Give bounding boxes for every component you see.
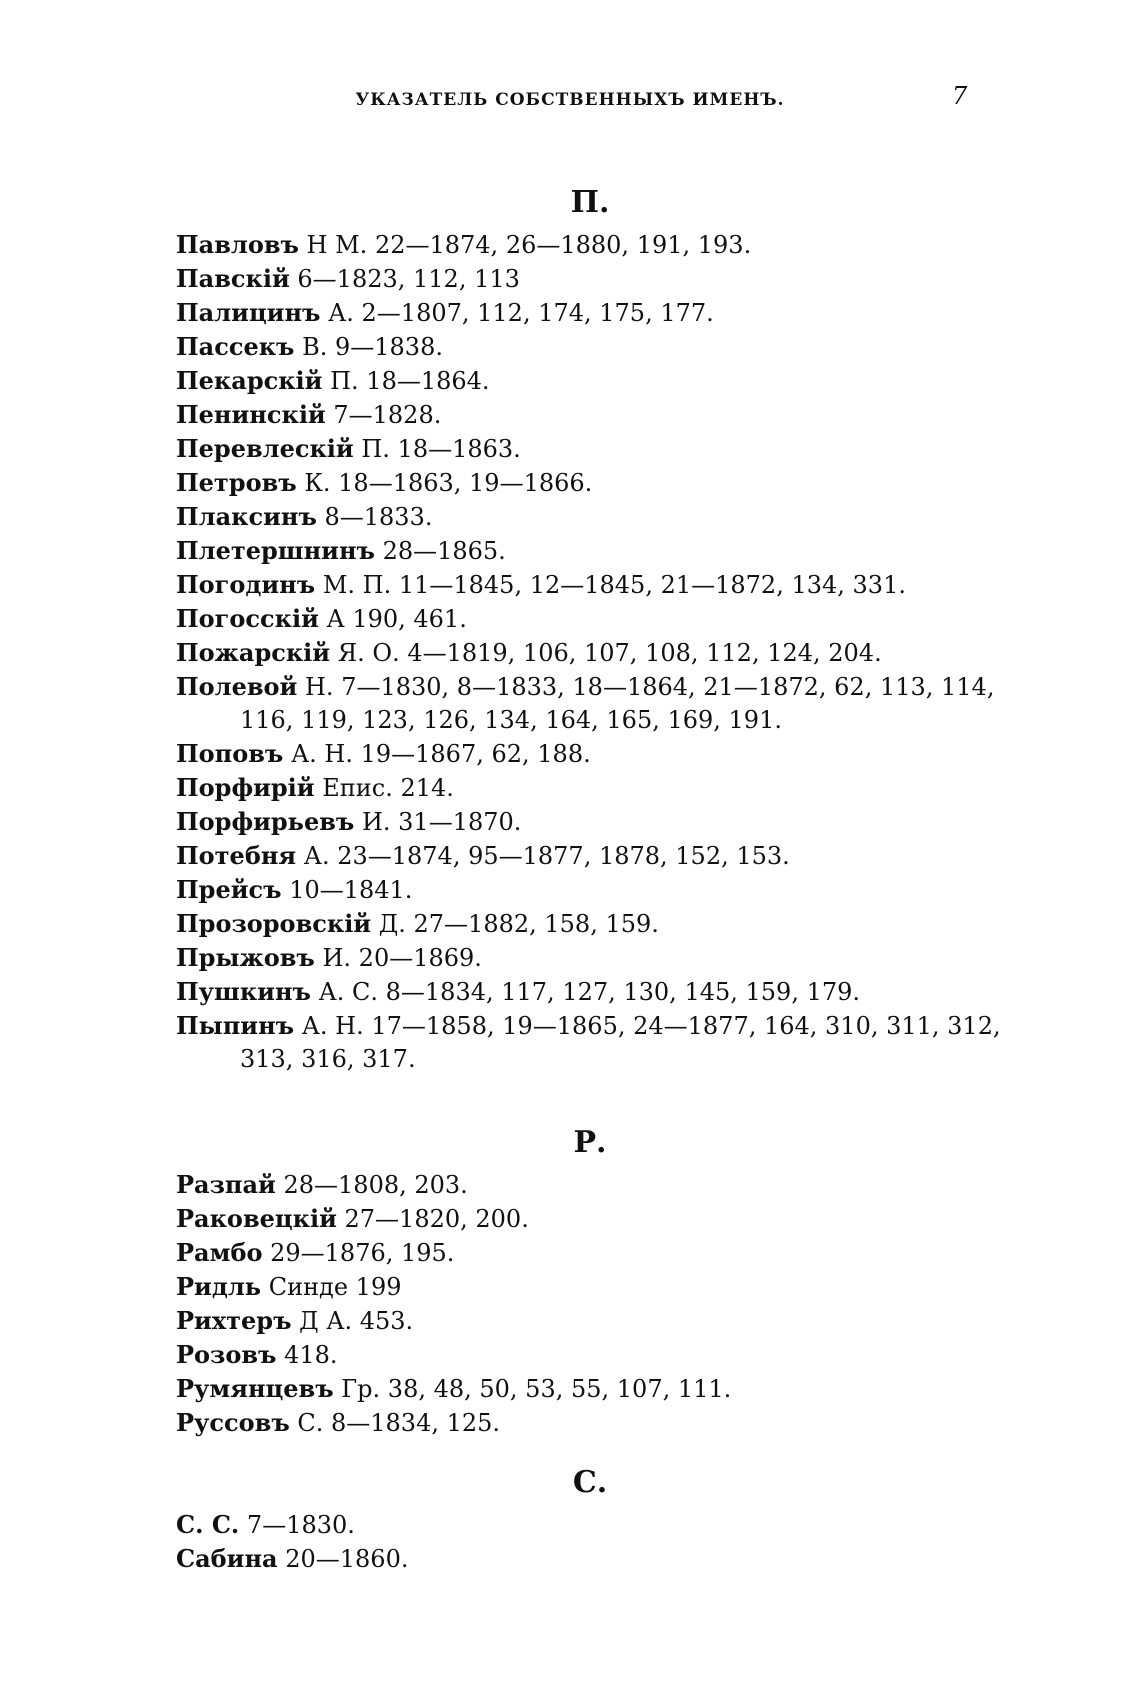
entry-references: А. С. 8—1834, 117, 127, 130, 145, 159, 179. <box>318 978 861 1006</box>
entry-name: Рамбо <box>176 1238 263 1267</box>
index-entry <box>176 771 1016 805</box>
entry-name: Розовъ <box>176 1340 277 1369</box>
entry-name: Пенинскій <box>176 400 326 429</box>
index-entry <box>176 1270 1016 1304</box>
entry-references: П. 18—1863. <box>361 435 521 463</box>
entry-references: А. Н. 17—1858, 19—1865, 24—1877, 164, 310, 311, 312, 313, 316, 317. <box>240 1012 1001 1073</box>
entry-name: Пекарскій <box>176 366 323 395</box>
index-entry <box>176 941 1016 975</box>
entry-name: Пушкинъ <box>176 977 311 1006</box>
entry-name: Павловъ <box>176 230 299 259</box>
section-s <box>0 1458 1140 1576</box>
index-entry <box>176 1508 1016 1542</box>
entry-name: Прейсъ <box>176 875 282 904</box>
entry-name: Перевлескій <box>176 434 354 463</box>
entry-name: Прыжовъ <box>176 943 315 972</box>
entry-name: Поповъ <box>176 739 284 768</box>
index-entry <box>176 296 1016 330</box>
entry-references: 27—1820, 200. <box>344 1205 529 1233</box>
entry-list <box>0 1168 1016 1440</box>
index-entry <box>176 1542 1016 1576</box>
entry-name: Румянцевъ <box>176 1374 334 1403</box>
index-entry <box>176 839 1016 873</box>
index-entry <box>176 262 1016 296</box>
entry-name: Порфирій <box>176 773 315 802</box>
section-p <box>0 178 1140 1076</box>
entry-references: 28—1865. <box>382 537 506 565</box>
entry-references: 10—1841. <box>289 876 413 904</box>
entry-name: Ридль <box>176 1272 262 1301</box>
section-heading: Р. <box>573 1125 607 1160</box>
entry-name: Руссовъ <box>176 1408 290 1437</box>
entry-references: М. П. 11—1845, 12—1845, 21—1872, 134, 331. <box>322 571 906 599</box>
entry-references: Д. 27—1882, 158, 159. <box>378 910 659 938</box>
index-entry <box>176 805 1016 839</box>
entry-references: 418. <box>284 1341 338 1369</box>
entry-references: И. 31—1870. <box>361 808 522 836</box>
entry-references: 7—1830. <box>246 1511 355 1539</box>
entry-name: Петровъ <box>176 468 297 497</box>
index-entry <box>176 1304 1016 1338</box>
index-entry <box>176 1236 1016 1270</box>
entry-name: Погодинъ <box>176 570 316 599</box>
entry-name: Погосскій <box>176 604 319 633</box>
index-entry <box>176 1372 1016 1406</box>
entry-name: Пассекъ <box>176 332 295 361</box>
entry-references: А 190, 461. <box>326 605 467 633</box>
index-entry <box>176 1168 1016 1202</box>
index-entry <box>176 466 1016 500</box>
index-entry <box>176 500 1016 534</box>
index-entry <box>176 873 1016 907</box>
page-number: 7 <box>952 82 968 110</box>
index-entry <box>176 1338 1016 1372</box>
index-entry <box>176 1406 1016 1440</box>
section-r <box>0 1118 1140 1440</box>
entry-list <box>0 228 1016 1076</box>
index-entry <box>176 602 1016 636</box>
entry-list <box>0 1508 1016 1576</box>
entry-name: Полевой <box>176 672 298 701</box>
index-entry <box>176 330 1016 364</box>
entry-name: Павскій <box>176 264 290 293</box>
index-entry <box>176 670 1016 737</box>
entry-references: И. 20—1869. <box>322 944 482 972</box>
entry-references: 7—1828. <box>333 401 442 429</box>
index-entry <box>176 737 1016 771</box>
entry-references: А. 2—1807, 112, 174, 175, 177. <box>328 299 714 327</box>
entry-references: 29—1876, 195. <box>270 1239 455 1267</box>
entry-references: Гр. 38, 48, 50, 53, 55, 107, 111. <box>341 1375 732 1403</box>
entry-references: А. 23—1874, 95—1877, 1878, 152, 153. <box>303 842 790 870</box>
index-entry <box>176 364 1016 398</box>
entry-references: Синде 199 <box>268 1273 402 1301</box>
index-entry <box>176 432 1016 466</box>
entry-name: Разпай <box>176 1170 276 1199</box>
entry-references: Н. 7—1830, 8—1833, 18—1864, 21—1872, 62, 113, 114, 116, 119, 123, 126, 134, 164, 165, 169, 191. <box>240 673 995 734</box>
entry-name: Плетершнинъ <box>176 536 375 565</box>
section-heading: С. <box>572 1465 608 1500</box>
entry-name: Порфирьевъ <box>176 807 355 836</box>
entry-name: Рихтеръ <box>176 1306 292 1335</box>
entry-name: С. С. <box>176 1510 240 1539</box>
index-entry <box>176 228 1016 262</box>
index-entry <box>176 975 1016 1009</box>
index-entry <box>176 1202 1016 1236</box>
entry-name: Пыпинъ <box>176 1011 295 1040</box>
entry-name: Сабина <box>176 1544 278 1573</box>
entry-references: 28—1808, 203. <box>283 1171 468 1199</box>
entry-references: Д А. 453. <box>299 1307 414 1335</box>
index-entry <box>176 907 1016 941</box>
entry-references: А. Н. 19—1867, 62, 188. <box>290 740 591 768</box>
entry-references: К. 18—1863, 19—1866. <box>304 469 593 497</box>
entry-references: 6—1823, 112, 113 <box>297 265 520 293</box>
section-heading: П. <box>570 185 610 220</box>
index-entry <box>176 398 1016 432</box>
entry-name: Пожарскій <box>176 638 331 667</box>
index-entry <box>176 534 1016 568</box>
entry-references: Я. О. 4—1819, 106, 107, 108, 112, 124, 204. <box>337 639 882 667</box>
entry-name: Палицинъ <box>176 298 321 327</box>
entry-references: В. 9—1838. <box>302 333 443 361</box>
entry-name: Потебня <box>176 841 297 870</box>
index-entry <box>176 636 1016 670</box>
entry-name: Раковецкій <box>176 1204 337 1233</box>
entry-name: Плаксинъ <box>176 502 317 531</box>
index-entry <box>176 1009 1016 1076</box>
running-header: УКАЗАТЕЛЬ СОБСТВЕННЫХЪ ИМЕНЪ. <box>355 90 785 110</box>
entry-references: 20—1860. <box>285 1545 409 1573</box>
entry-name: Прозоровскій <box>176 909 372 938</box>
entry-references: Н М. 22—1874, 26—1880, 191, 193. <box>306 231 752 259</box>
entry-references: 8—1833. <box>324 503 433 531</box>
index-entry <box>176 568 1016 602</box>
entry-references: С. 8—1834, 125. <box>297 1409 501 1437</box>
entry-references: П. 18—1864. <box>330 367 490 395</box>
entry-references: Епис. 214. <box>322 774 454 802</box>
